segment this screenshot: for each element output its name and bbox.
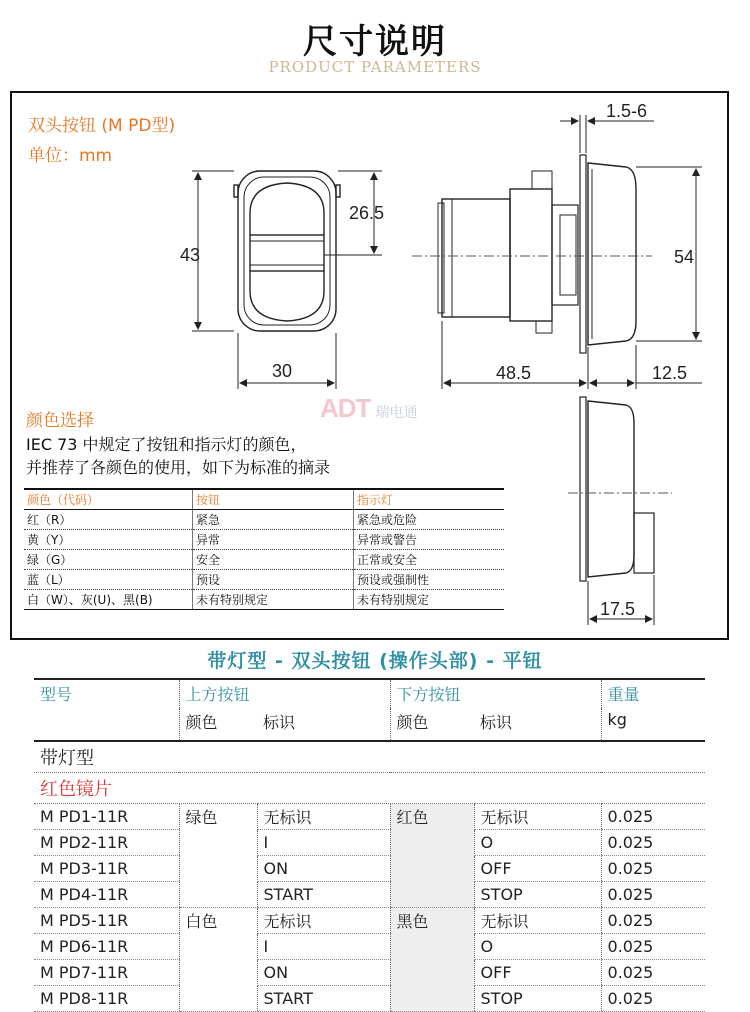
lower-color-cell [390,830,474,856]
lower-color-cell: 黑色 [390,908,474,934]
product-spec-table [34,678,705,1012]
weight-cell: 0.025 [601,804,705,830]
table-row [34,804,705,830]
color-code-table [24,488,504,610]
button-usage-cell: 未有特别规定 [193,590,354,610]
color-code-cell: 绿（G） [24,550,193,570]
weight-cell: 0.025 [601,934,705,960]
lower-marking-cell: OFF [474,856,601,882]
table-row [34,986,705,1012]
upper-color-cell: 白色 [179,908,257,934]
upper-marking-cell: I [257,934,390,960]
weight-cell: 0.025 [601,960,705,986]
indicator-usage-cell: 预设或强制性 [354,570,505,590]
indicator-usage-header: 指示灯 [354,489,505,510]
lower-marking-cell: O [474,830,601,856]
upper-marking-cell: 无标识 [257,804,390,830]
table-row [34,934,705,960]
product-type-label: 双头按钮 (M PD型) [28,116,176,136]
upper-color-cell [179,960,257,986]
upper-marking-cell: 无标识 [257,908,390,934]
subgroup-label: 红色镜片 [34,773,705,804]
unit-label: 单位：mm [28,146,113,166]
table-row [24,570,504,590]
brand-name: 瑞电通 [375,405,418,421]
upper-color-cell [179,882,257,908]
iec-description [26,433,330,479]
upper-color-cell [179,856,257,882]
weight-unit-header: kg [601,708,705,741]
front-lamp-lens [250,235,324,271]
lower-marking-cell: STOP [474,986,601,1012]
upper-marking-cell: START [257,882,390,908]
product-table-title: 带灯型 - 双头按钮 (操作头部) - 平钮 [207,650,543,672]
weight-cell: 0.025 [601,908,705,934]
group-row [34,741,705,773]
lower-marking-cell: STOP [474,882,601,908]
color-code-header: 颜色（代码） [24,489,193,510]
weight-cell: 0.025 [601,830,705,856]
front-view [234,171,340,331]
upper-button-header: 上方按钮 [179,679,390,708]
indicator-usage-cell: 紧急或危险 [354,510,505,530]
table-row [34,882,705,908]
upper-marking-cell: ON [257,960,390,986]
table-row [24,590,504,610]
upper-marking-header: 标识 [257,708,390,741]
color-code-cell: 红（R） [24,510,193,530]
model-cell: M PD6-11R [34,934,179,960]
color-code-cell: 蓝（L） [24,570,193,590]
upper-marking-cell: I [257,830,390,856]
subgroup-row [34,773,705,804]
front-bottom-button [250,271,324,321]
front-top-button [250,183,324,235]
color-code-cell: 白（W）、灰(U)、黑(B) [24,590,193,610]
dim-side-height: 54 [674,247,695,267]
model-cell: M PD4-11R [34,882,179,908]
table-row [24,550,504,570]
page-subtitle: PRODUCT PARAMETERS [268,58,482,76]
upper-color-cell: 绿色 [179,804,257,830]
table-row [34,908,705,934]
lower-marking-cell: OFF [474,960,601,986]
table-row [34,856,705,882]
color-selection-title: 颜色选择 [26,411,94,431]
weight-cell: 0.025 [601,882,705,908]
lower-color-cell [390,986,474,1012]
indicator-usage-cell: 未有特别规定 [354,590,505,610]
side-view [438,155,636,353]
dim-bottom-depth: 17.5 [600,599,636,619]
dim-panel-thickness: 1.5-6 [606,101,648,121]
table-header-row [34,679,705,708]
model-cell: M PD5-11R [34,908,179,934]
model-cell: M PD8-11R [34,986,179,1012]
upper-color-cell [179,934,257,960]
model-cell: M PD2-11R [34,830,179,856]
table-row [34,830,705,856]
upper-color-header: 颜色 [179,708,257,741]
upper-marking-cell: START [257,986,390,1012]
lower-color-header: 颜色 [390,708,474,741]
lower-marking-cell: O [474,934,601,960]
button-usage-cell: 安全 [193,550,354,570]
side-panel [580,155,586,353]
lower-color-cell [390,960,474,986]
front-clip-left-top [234,185,238,197]
button-usage-cell: 预设 [193,570,354,590]
page-title: 尺寸说明 [303,22,447,62]
dim-front-depth: 12.5 [652,363,688,383]
side-adapter [510,189,552,321]
side-button-head [588,163,636,345]
bottom-view [580,397,654,581]
model-header: 型号 [34,679,179,708]
side-mount [552,205,578,305]
lower-button-header: 下方按钮 [390,679,601,708]
indicator-usage-cell: 异常或警告 [354,530,505,550]
table-row [24,510,504,530]
lower-marking-cell: 无标识 [474,908,601,934]
model-cell: M PD1-11R [34,804,179,830]
weight-cell: 0.025 [601,986,705,1012]
dim-front-height: 43 [180,245,201,265]
dim-front-width: 30 [272,361,293,381]
color-code-cell: 黄（Y） [24,530,193,550]
lower-color-cell [390,856,474,882]
page-header [0,0,750,90]
brand-logo: ADT [320,393,371,423]
front-bezel-outline [238,171,336,331]
model-cell: M PD7-11R [34,960,179,986]
lower-color-cell [390,934,474,960]
model-cell: M PD3-11R [34,856,179,882]
lower-color-cell: 红色 [390,804,474,830]
lower-color-cell [390,882,474,908]
front-clip-right-top [336,185,340,197]
button-usage-cell: 紧急 [193,510,354,530]
lower-marking-header: 标识 [474,708,601,741]
table-row [24,530,504,550]
lower-marking-cell: 无标识 [474,804,601,830]
dim-side-depth: 48.5 [496,363,532,383]
dim-front-lens-height: 26.5 [349,203,385,223]
group-label: 带灯型 [34,741,705,773]
weight-header: 重量 [601,679,705,708]
table-subheader-row [34,708,705,741]
iec-description-line: 并推荐了各颜色的使用，如下为标准的摘录 [26,458,331,477]
upper-color-cell [179,986,257,1012]
upper-marking-cell: ON [257,856,390,882]
table-row [34,960,705,986]
indicator-usage-cell: 正常或安全 [354,550,505,570]
dimension-drawing-frame [10,91,729,640]
button-usage-cell: 异常 [193,530,354,550]
upper-color-cell [179,830,257,856]
weight-cell: 0.025 [601,856,705,882]
iec-description-line: IEC 73 中规定了按钮和指示灯的颜色， [26,435,307,454]
button-usage-header: 按钮 [193,489,354,510]
brand-watermark [320,393,418,424]
